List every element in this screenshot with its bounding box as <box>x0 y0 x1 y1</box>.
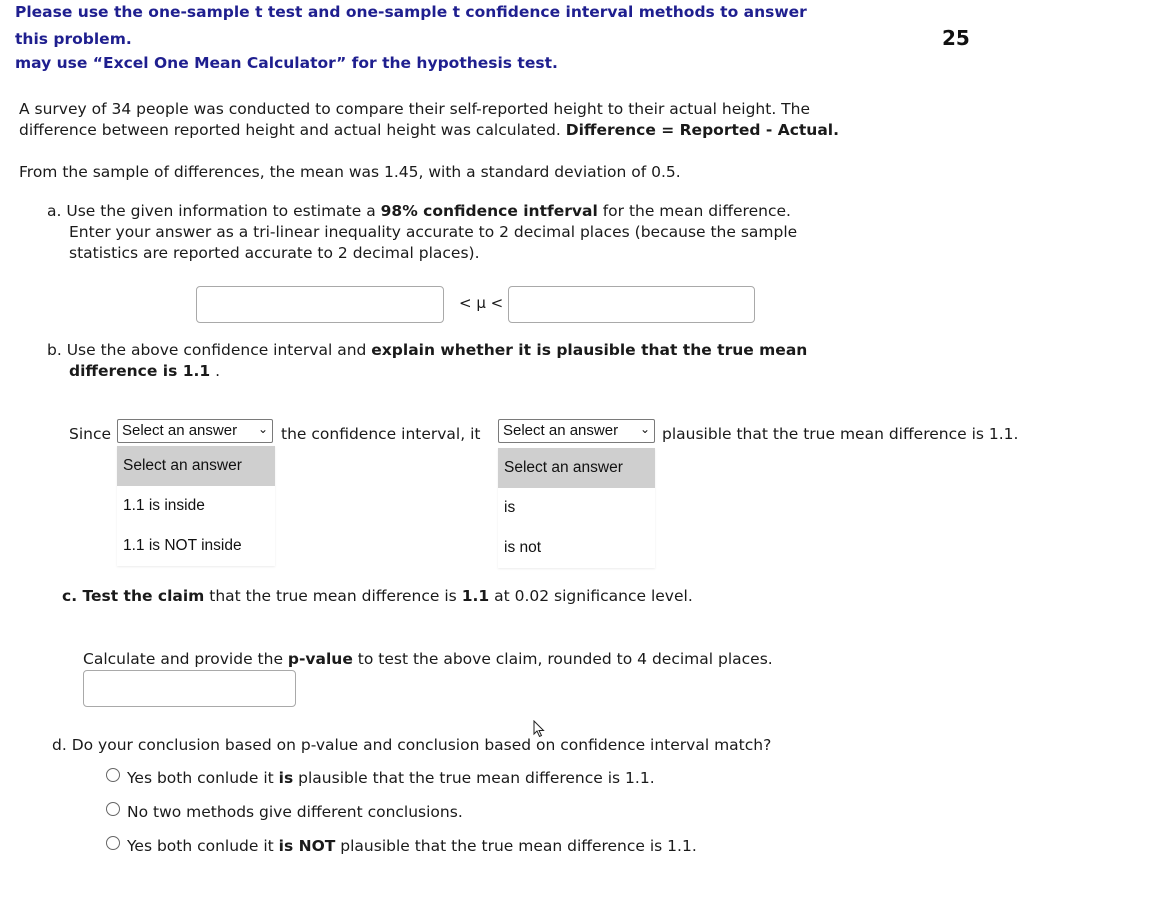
part-a-line-3: statistics are reported accurate to 2 decimal places). <box>69 244 480 262</box>
difference-definition: Difference = Reported - Actual. <box>565 121 839 139</box>
instruction-line-3: may use “Excel One Mean Calculator” for the hypothesis test. <box>15 54 558 72</box>
dropdown-option[interactable]: 1.1 is inside <box>123 497 205 514</box>
instruction-line-2: this problem. <box>15 30 132 48</box>
part-b-line-1: b. Use the above confidence interval and explain whether it is plausible that the true mean <box>47 341 808 359</box>
since-label: Since <box>69 425 112 443</box>
option-yes-not-plausible-label: Yes both conlude it is NOT plausible that the true mean difference is 1.1. <box>127 837 697 855</box>
ci-lower-input[interactable] <box>196 286 444 323</box>
sample-stats: From the sample of differences, the mean was 1.45, with a standard deviation of 0.5. <box>19 163 681 181</box>
part-b-line-2: difference is 1.1 . <box>69 362 221 380</box>
option-yes-plausible-label: Yes both conlude it is plausible that the true mean difference is 1.1. <box>127 769 655 787</box>
chevron-down-icon: ⌄ <box>257 422 268 436</box>
radio-yes-not-plausible[interactable] <box>106 836 120 850</box>
plausible-select-value: Select an answer <box>503 422 619 439</box>
part-c-instruction: Calculate and provide the p-value to test the above claim, rounded to 4 decimal places. <box>83 650 773 668</box>
instruction-line-1: Please use the one-sample t test and one-sample t confidence interval methods to answer <box>15 3 807 21</box>
dropdown-option[interactable]: is not <box>504 539 542 556</box>
plausible-select-dropdown <box>498 448 655 568</box>
intro-line-2: difference between reported height and actual height was calculated. Difference = Reported - Actual. <box>19 121 839 139</box>
intro-line-1: A survey of 34 people was conducted to compare their self-reported height to their actual height. The <box>19 100 810 118</box>
inside-select-dropdown <box>117 446 275 566</box>
part-d-question: d. Do your conclusion based on p-value and conclusion based on confidence interval match? <box>52 736 772 754</box>
plausible-select[interactable] <box>498 419 655 443</box>
ci-mid-text: the confidence interval, it <box>281 425 481 443</box>
inside-select[interactable] <box>117 419 273 443</box>
dropdown-option[interactable]: Select an answer <box>117 446 275 486</box>
dropdown-option[interactable]: is <box>504 499 516 516</box>
inside-select-value: Select an answer <box>122 422 238 439</box>
question-number: 25 <box>942 26 970 50</box>
radio-yes-plausible[interactable] <box>106 768 120 782</box>
part-a-line-1: a. Use the given information to estimate a 98% confidence intferval for the mean difference. <box>47 202 791 220</box>
dropdown-option[interactable]: 1.1 is NOT inside <box>123 537 242 554</box>
plausible-end-text: plausible that the true mean difference is 1.1. <box>662 425 1019 443</box>
part-a-line-2: Enter your answer as a tri-linear inequality accurate to 2 decimal places (because the sample <box>69 223 798 241</box>
p-value-input[interactable] <box>83 670 296 707</box>
part-c-claim: c. Test the claim that the true mean difference is 1.1 at 0.02 significance level. <box>62 587 693 605</box>
radio-different-conclusions[interactable] <box>106 802 120 816</box>
option-different-label: No two methods give different conclusions. <box>127 803 463 821</box>
chevron-down-icon: ⌄ <box>639 422 650 436</box>
ci-upper-input[interactable] <box>508 286 755 323</box>
dropdown-option[interactable]: Select an answer <box>498 448 655 488</box>
mu-inequality: < μ < <box>459 294 504 312</box>
